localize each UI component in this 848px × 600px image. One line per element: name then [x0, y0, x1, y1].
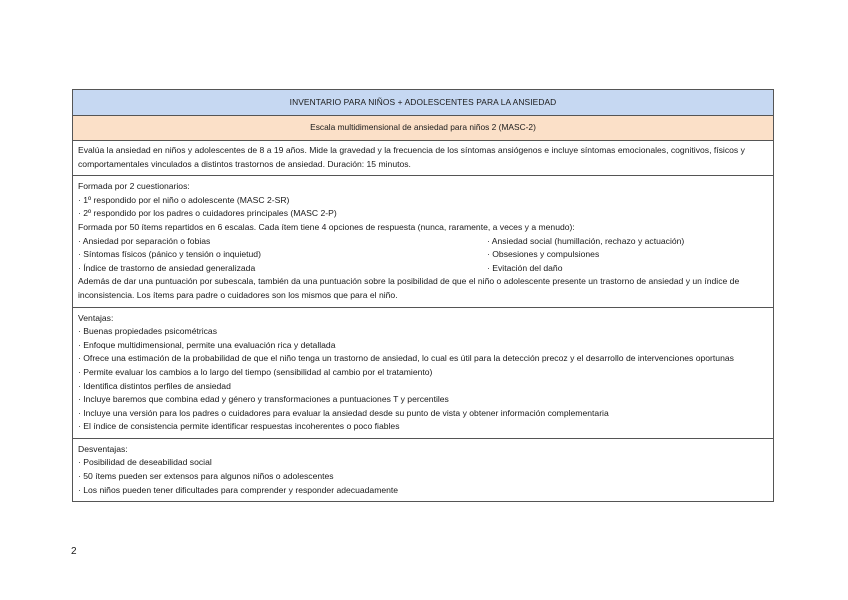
scale-item: · Índice de trastorno de ansiedad generalizada [78, 262, 256, 273]
questionnaire-item: · 2º respondido por los padres o cuidadores principales (MASC 2-P) [78, 208, 337, 219]
description-row [73, 141, 773, 176]
table-title-row [73, 90, 773, 116]
structure-row [73, 176, 773, 307]
disadvantages-heading: Desventajas: [78, 443, 128, 454]
scales-right-column [487, 235, 768, 276]
advantages-heading: Ventajas: [78, 312, 114, 323]
scales-left-column [78, 235, 487, 276]
disadvantage-item: · 50 ítems pueden ser extensos para algunos niños o adolescentes [78, 471, 334, 482]
advantages-row [73, 308, 773, 439]
table-subtitle: Escala multidimensional de ansiedad para niños 2 (MASC-2) [310, 122, 536, 133]
advantage-item: · El índice de consistencia permite identificar respuestas incoherentes o poco fiables [78, 421, 400, 432]
questionnaire-item: · 1º respondido por el niño o adolescente (MASC 2-SR) [78, 194, 290, 205]
page-number: 2 [71, 546, 77, 557]
structure-closing: Además de dar una puntuación por subescala, también da una puntuación sobre la posibilidad de que el niño o adolescente presente un trastorno de ansiedad y un índice de inconsistencia. Los ítems para padre o cuidadores son los mismos que para el niño. [78, 276, 740, 300]
advantage-item: · Permite evaluar los cambios a lo largo del tiempo (sensibilidad al cambio por el tratamiento) [78, 366, 433, 377]
scales-list [78, 235, 768, 276]
scale-item: · Evitación del daño [487, 262, 563, 273]
description-text: Evalúa la ansiedad en niños y adolescentes de 8 a 19 años. Mide la gravedad y la frecuencia de los síntomas ansiógenos e incluye síntomas emocionales, cognitivos, físicos y comportamentales vinculados a distintos trastornos de ansiedad. Duración: 15 minutos. [78, 145, 745, 169]
disadvantage-item: · Posibilidad de deseabilidad social [78, 457, 212, 468]
advantage-item: · Identifica distintos perfiles de ansiedad [78, 380, 231, 391]
scale-item: · Obsesiones y compulsiones [487, 249, 600, 260]
advantage-item: · Enfoque multidimensional, permite una evaluación rica y detallada [78, 339, 336, 350]
structure-heading: Formada por 2 cuestionarios: [78, 181, 190, 192]
items-description: Formada por 50 ítems repartidos en 6 escalas. Cada ítem tiene 4 opciones de respuesta (nunca, raramente, a veces y a menudo): [78, 221, 575, 232]
advantage-item: · Buenas propiedades psicométricas [78, 326, 218, 337]
table-subtitle-row [73, 116, 773, 141]
disadvantage-item: · Los niños pueden tener dificultades para comprender y responder adecuadamente [78, 484, 399, 495]
advantage-item: · Incluye baremos que combina edad y género y transformaciones a puntuaciones T y percentiles [78, 394, 449, 405]
scale-item: · Ansiedad por separación o fobias [78, 235, 211, 246]
advantage-item: · Incluye una versión para los padres o cuidadores para evaluar la ansiedad desde su punto de vista y obtener información complementaria [78, 407, 609, 418]
masc2-info-table [72, 89, 774, 502]
table-title: INVENTARIO PARA NIÑOS + ADOLESCENTES PARA LA ANSIEDAD [289, 96, 557, 107]
advantage-item: · Ofrece una estimación de la probabilidad de que el niño tenga un trastorno de ansiedad, lo cual es útil para la detección precoz y el desarrollo de intervenciones oportunas [78, 353, 734, 364]
disadvantages-row [73, 439, 773, 501]
scale-item: · Ansiedad social (humillación, rechazo y actuación) [487, 235, 685, 246]
scale-item: · Síntomas físicos (pánico y tensión o inquietud) [78, 249, 261, 260]
